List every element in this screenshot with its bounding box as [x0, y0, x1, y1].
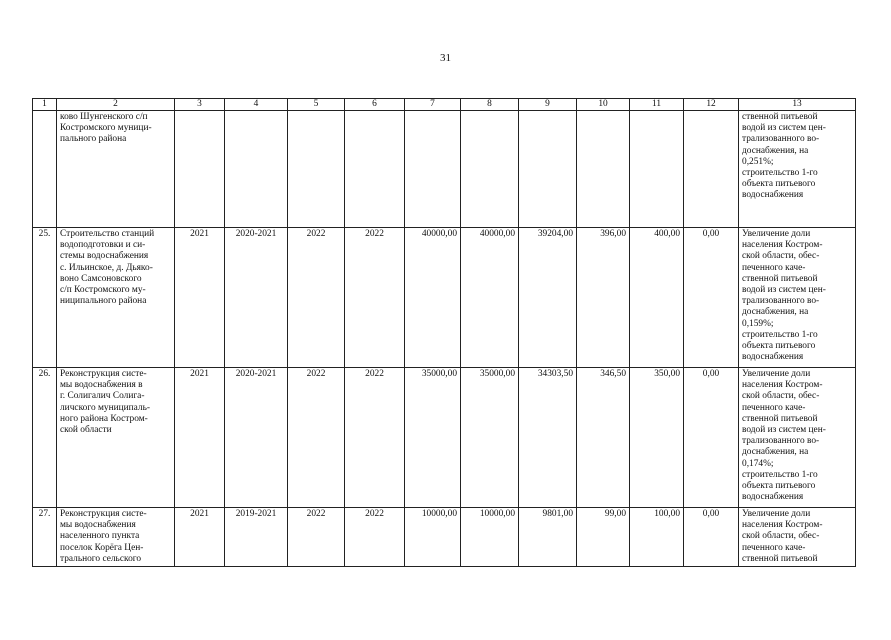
result-line: объекта питьевого	[742, 481, 816, 492]
header-cell: 10	[577, 99, 630, 111]
value-cell: 2022	[345, 368, 405, 508]
value-cell: 2021	[175, 228, 225, 368]
value-cell: 400,00	[630, 228, 684, 368]
value-cell: 99,00	[577, 508, 630, 567]
value-cell: 2021	[175, 368, 225, 508]
value-cell	[225, 111, 288, 228]
result-line: строительство 1-го	[742, 469, 818, 480]
result-line: печенного каче-	[742, 542, 806, 553]
result-line: строительство 1-го	[742, 329, 818, 340]
object-name-line: стемы водоснабжения	[60, 251, 149, 262]
object-name-line: трального сельского	[60, 553, 142, 564]
result-line: населения Костром-	[742, 520, 823, 531]
value-cell: 0,00	[684, 508, 739, 567]
result-cell	[739, 228, 856, 368]
value-cell: 10000,00	[405, 508, 461, 567]
header-cell: 11	[630, 99, 684, 111]
result-line: трализованного во-	[742, 134, 820, 145]
result-line: доснабжения, на	[742, 307, 809, 318]
value-cell	[519, 111, 577, 228]
value-cell: 2022	[288, 228, 345, 368]
value-cell	[461, 111, 519, 228]
result-line: ской области, обес-	[742, 251, 820, 262]
value-cell: 0,00	[684, 228, 739, 368]
header-cell: 7	[405, 99, 461, 111]
header-cell: 9	[519, 99, 577, 111]
table-row	[33, 228, 856, 368]
value-cell: 40000,00	[405, 228, 461, 368]
result-line: водой из систем цен-	[742, 123, 826, 134]
result-line: печенного каче-	[742, 262, 806, 273]
object-name-line: воно Самсоновского	[60, 273, 142, 284]
object-name-line: личского муниципаль-	[60, 402, 151, 413]
result-line: водоснабжения	[742, 492, 804, 503]
result-line: Увеличение доли	[742, 509, 811, 519]
object-name-line: с/п Костромского му-	[60, 285, 146, 296]
value-cell: 0,00	[684, 368, 739, 508]
result-cell	[739, 111, 856, 228]
result-line: водой из систем цен-	[742, 285, 826, 296]
header-cell: 1	[33, 99, 57, 111]
object-name-line: ниципального района	[60, 296, 147, 307]
header-cell: 5	[288, 99, 345, 111]
result-line: ственной питьевой	[742, 273, 818, 284]
object-name-line: пального района	[60, 134, 127, 145]
result-line: ственной питьевой	[742, 553, 818, 564]
object-name-line: ного района Костром-	[60, 413, 148, 424]
object-name-cell	[57, 368, 175, 508]
value-cell: 10000,00	[461, 508, 519, 567]
value-cell	[630, 111, 684, 228]
value-cell: 39204,00	[519, 228, 577, 368]
object-name-line: Строительство станций	[60, 229, 155, 239]
register-table	[32, 98, 856, 567]
object-name-line: Реконструкция систе-	[60, 509, 147, 519]
result-line: трализованного во-	[742, 296, 820, 307]
result-line: печенного каче-	[742, 402, 806, 413]
result-line: объекта питьевого	[742, 179, 816, 190]
object-name-cell	[57, 508, 175, 567]
result-line: ской области, обес-	[742, 391, 820, 402]
result-line: 0,174%;	[742, 458, 774, 469]
object-name-line: поселок Корёга Цен-	[60, 542, 144, 553]
header-cell: 6	[345, 99, 405, 111]
result-line: водоснабжения	[742, 190, 804, 201]
result-line: ственной питьевой	[742, 413, 818, 424]
result-line: водоснабжения	[742, 352, 804, 363]
result-line: объекта питьевого	[742, 341, 816, 352]
row-number: 25.	[33, 228, 57, 368]
object-name-line: с. Ильинское, д. Дьяко-	[60, 262, 153, 273]
result-line: населения Костром-	[742, 240, 823, 251]
header-cell: 4	[225, 99, 288, 111]
result-line: Увеличение доли	[742, 229, 811, 239]
value-cell: 396,00	[577, 228, 630, 368]
object-name-line: Реконструкция систе-	[60, 369, 147, 379]
row-number: 26.	[33, 368, 57, 508]
result-line: водой из систем цен-	[742, 425, 826, 436]
value-cell: 2022	[345, 508, 405, 567]
result-line: населения Костром-	[742, 380, 823, 391]
value-cell: 100,00	[630, 508, 684, 567]
object-name-line: населенного пункта	[60, 531, 140, 542]
value-cell	[345, 111, 405, 228]
object-name-cell	[57, 228, 175, 368]
object-name-line: мы водоснабжения в	[60, 380, 143, 391]
result-line: ственной питьевой	[742, 112, 818, 122]
result-line: доснабжения, на	[742, 447, 809, 458]
value-cell	[175, 111, 225, 228]
object-name-line: Костромского муници-	[60, 123, 152, 134]
result-line: 0,159%;	[742, 318, 774, 329]
value-cell: 2020-2021	[225, 368, 288, 508]
result-line: доснабжения, на	[742, 145, 809, 156]
value-cell: 40000,00	[461, 228, 519, 368]
value-cell: 35000,00	[461, 368, 519, 508]
object-name-line: г. Солигалич Солига-	[60, 391, 145, 402]
page-number: 31	[440, 52, 451, 64]
result-line: Увеличение доли	[742, 369, 811, 379]
value-cell: 2022	[288, 508, 345, 567]
header-cell: 2	[57, 99, 175, 111]
result-cell	[739, 508, 856, 567]
value-cell: 2022	[345, 228, 405, 368]
row-number: 27.	[33, 508, 57, 567]
object-name-line: водоподготовки и си-	[60, 240, 146, 251]
object-name-line: ково Шунгенского с/п	[60, 112, 148, 122]
value-cell: 2021	[175, 508, 225, 567]
value-cell	[288, 111, 345, 228]
header-cell: 8	[461, 99, 519, 111]
object-name-cell	[57, 111, 175, 228]
value-cell: 350,00	[630, 368, 684, 508]
result-line: 0,251%;	[742, 156, 774, 167]
row-number	[33, 111, 57, 228]
value-cell	[684, 111, 739, 228]
result-line: трализованного во-	[742, 436, 820, 447]
value-cell: 34303,50	[519, 368, 577, 508]
value-cell: 9801,00	[519, 508, 577, 567]
value-cell	[405, 111, 461, 228]
value-cell: 2020-2021	[225, 228, 288, 368]
header-row	[33, 99, 856, 111]
table-row	[33, 111, 856, 228]
header-cell: 3	[175, 99, 225, 111]
value-cell: 2022	[288, 368, 345, 508]
object-name-line: мы водоснабжения	[60, 520, 136, 531]
value-cell	[577, 111, 630, 228]
table-row	[33, 508, 856, 567]
result-cell	[739, 368, 856, 508]
value-cell: 35000,00	[405, 368, 461, 508]
value-cell: 2019-2021	[225, 508, 288, 567]
result-line: ской области, обес-	[742, 531, 820, 542]
header-cell: 12	[684, 99, 739, 111]
object-name-line: ской области	[60, 425, 112, 436]
header-cell: 13	[739, 99, 856, 111]
result-line: строительство 1-го	[742, 168, 818, 179]
table-row	[33, 368, 856, 508]
value-cell: 346,50	[577, 368, 630, 508]
